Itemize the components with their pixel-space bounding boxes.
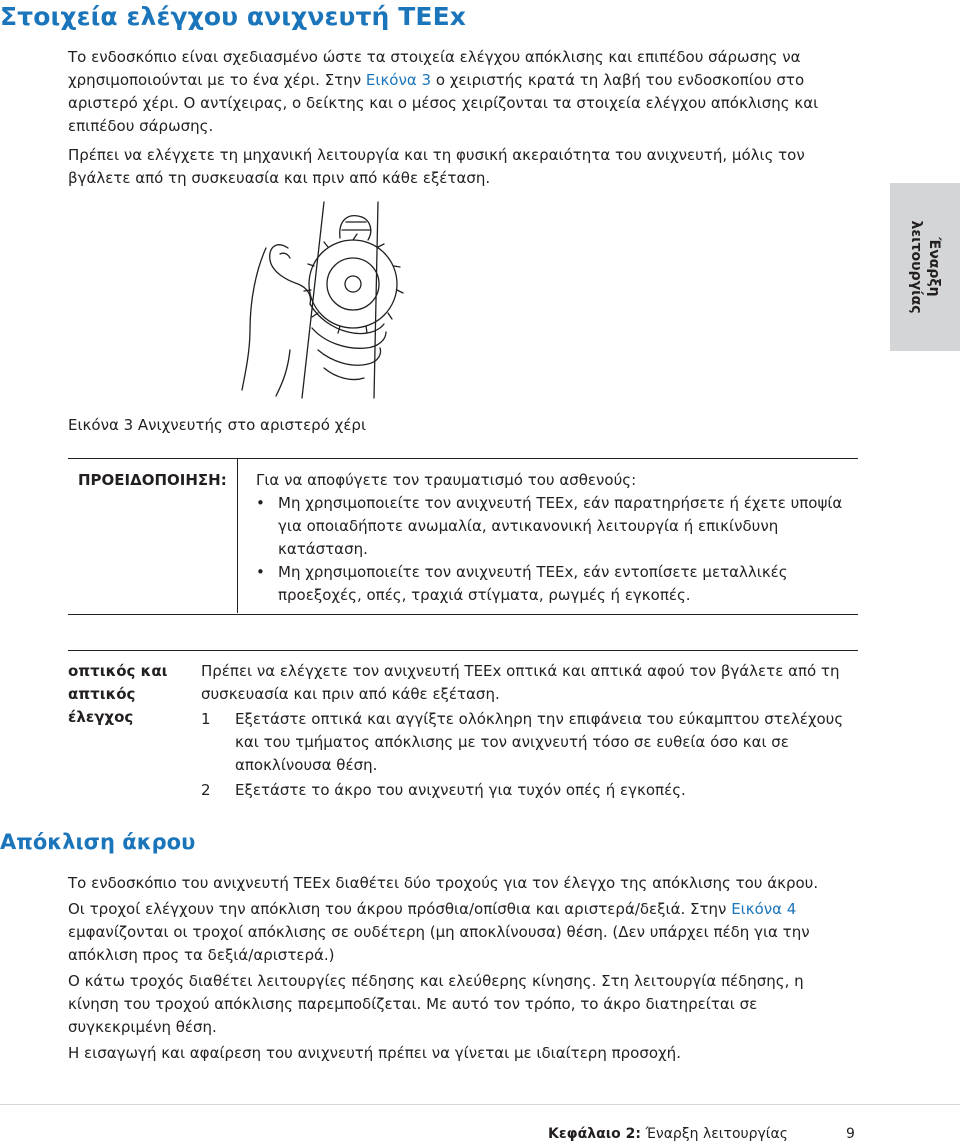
top-knob-ridges <box>342 222 370 230</box>
section2-paragraph-4: Η εισαγωγή και αφαίρεση του ανιχνευτή πρέπει να γίνεται με ιδιαίτερη προσοχή. <box>68 1044 681 1062</box>
probe-shaft-line-left <box>302 202 324 398</box>
warning-body <box>256 469 856 607</box>
probe-shaft-line-right <box>374 202 378 398</box>
wrist-line <box>276 350 290 396</box>
little-finger <box>324 368 364 380</box>
check-step <box>201 779 861 802</box>
warning-bottom-rule <box>68 614 858 615</box>
side-tab-label <box>907 220 943 313</box>
figure-4-link[interactable]: Εικόνα 4 <box>731 900 797 918</box>
section2-paragraph-3: Ο κάτω τροχός διαθέτει λειτουργίες πέδησης και ελεύθερης κίνησης. Στη λειτουργία πέδησης, η κίνηση του τροχού απόκλισης παρεμποδίζεται. Με αυτό τον τρόπο, το άκρο διατηρείται σε συγκεκριμένη θέση. <box>68 972 804 1036</box>
check-step-text: Εξετάστε το άκρο του ανιχνευτή για τυχόν οπές ή εγκοπές. <box>235 781 686 799</box>
section2-p2-text-a: Οι τροχοί ελέγχουν την απόκλιση του άκρου πρόσθια/οπίσθια και αριστερά/δεξιά. Στην <box>68 900 732 918</box>
warning-bullet: • Μη χρησιμοποιείτε τον ανιχνευτή TEEx, εάν παρατηρήσετε ή έχετε υποψία για οποιαδήποτε ανωμαλία, αντικανονική λειτουργία ή επικίνδυνη κατάσταση. <box>256 492 856 561</box>
section2-p2-text-b: εμφανίζονται οι τροχοί απόκλισης σε ουδέτερη (μη αποκλίνουσα) θέση. (Δεν υπάρχει πέδη για την απόκλιση προς τα δεξιά/αριστερά.) <box>68 923 810 964</box>
check-body <box>201 660 861 802</box>
thumb-nail <box>280 253 290 258</box>
check-top-rule <box>68 650 858 651</box>
page-number: 9 <box>846 1126 855 1142</box>
intro-p1-text-b: ο χειριστής κρατά τη λαβή του ενδοσκοπίου στο αριστερό χέρι. Ο αντίχειρας, ο δείκτης και ο μέσος χειρίζονται τα στοιχεία ελέγχου απόκλισης και επιπέδου σάρωσης. <box>68 71 819 135</box>
footer-chapter <box>548 1126 788 1142</box>
chapter-side-tab <box>890 183 960 351</box>
check-step-number: 1 <box>201 710 211 728</box>
warning-top-rule <box>68 458 858 459</box>
figure-3-link[interactable]: Εικόνα 3 <box>365 71 432 89</box>
index-finger <box>310 304 384 334</box>
check-step-text: Εξετάστε οπτικά και αγγίξτε ολόκληρη την επιφάνεια του εύκαμπτου στελέχους και του τμήματος απόκλισης με τον ανιχνευτή τόσο σε ευθεία όσο και σε αποκλίνουσα θέση. <box>235 710 844 774</box>
check-label <box>68 660 188 729</box>
warning-label: ΠΡΟΕΙΔΟΠΟΙΗΣΗ: <box>78 471 227 489</box>
section2-body <box>68 872 858 1065</box>
section2-paragraph-1: Το ενδοσκόπιο του ανιχνευτή TEEx διαθέτει δύο τροχούς για τον έλεγχο της απόκλισης του άκρου. <box>68 874 819 892</box>
page-title: Στοιχεία ελέγχου ανιχνευτή TEEx <box>0 2 466 31</box>
check-step <box>201 708 861 777</box>
warning-vertical-rule <box>237 458 238 613</box>
check-label-line-3: έλεγχος <box>68 708 134 726</box>
section2-paragraph-2 <box>68 898 858 967</box>
warning-bullet: • Μη χρησιμοποιείτε τον ανιχνευτή TEEx, εάν εντοπίσετε μεταλλικές προεξοχές, οπές, τραχιά στίγματα, ρωγμές ή εγκοπές. <box>256 561 856 607</box>
deflection-wheel-outer <box>309 240 397 328</box>
probe-in-hand-illustration <box>228 200 458 400</box>
check-step-number: 2 <box>201 781 211 799</box>
intro-p1-text-a: Το ενδοσκόπιο είναι σχεδιασμένο ώστε τα στοιχεία ελέγχου απόκλισης και επιπέδου σάρωσης να χρησιμοποιούνται με το ένα χέρι. Στην <box>68 48 801 89</box>
deflection-wheel-inner <box>327 258 379 310</box>
footer-rule <box>0 1104 960 1105</box>
side-tab-line-2: λειτουργίας <box>908 220 924 314</box>
side-tab-line-1: Έναρξη <box>926 237 942 297</box>
check-label-line-2: απτικός <box>68 685 136 703</box>
check-label-line-1: οπτικός και <box>68 662 168 680</box>
footer-chapter-number: Κεφάλαιο 2: <box>548 1126 641 1142</box>
hand-palm-edge <box>242 248 266 390</box>
wheel-hub <box>345 276 361 292</box>
warning-intro: Για να αποφύγετε τον τραυματισμό του ασθενούς: <box>256 471 637 489</box>
section-title-tip-deflection: Απόκλιση άκρου <box>0 830 196 854</box>
check-intro: Πρέπει να ελέγχετε τον ανιχνευτή TEEx οπτικά και απτικά αφού τον βγάλετε από τη συσκευασία και πριν από κάθε εξέταση. <box>201 662 840 703</box>
intro-paragraph-1 <box>68 46 858 138</box>
intro-paragraph-2: Πρέπει να ελέγχετε τη μηχανική λειτουργία και τη φυσική ακεραιότητα του ανιχνευτή, μόλις τον βγάλετε από τη συσκευασία και πριν από κάθε εξέταση. <box>68 146 805 187</box>
figure-3-caption: Εικόνα 3 Ανιχνευτής στο αριστερό χέρι <box>68 416 367 434</box>
thumb-outline <box>270 245 311 304</box>
footer-chapter-title: Έναρξη λειτουργίας <box>645 1126 788 1142</box>
ring-finger <box>318 348 381 365</box>
